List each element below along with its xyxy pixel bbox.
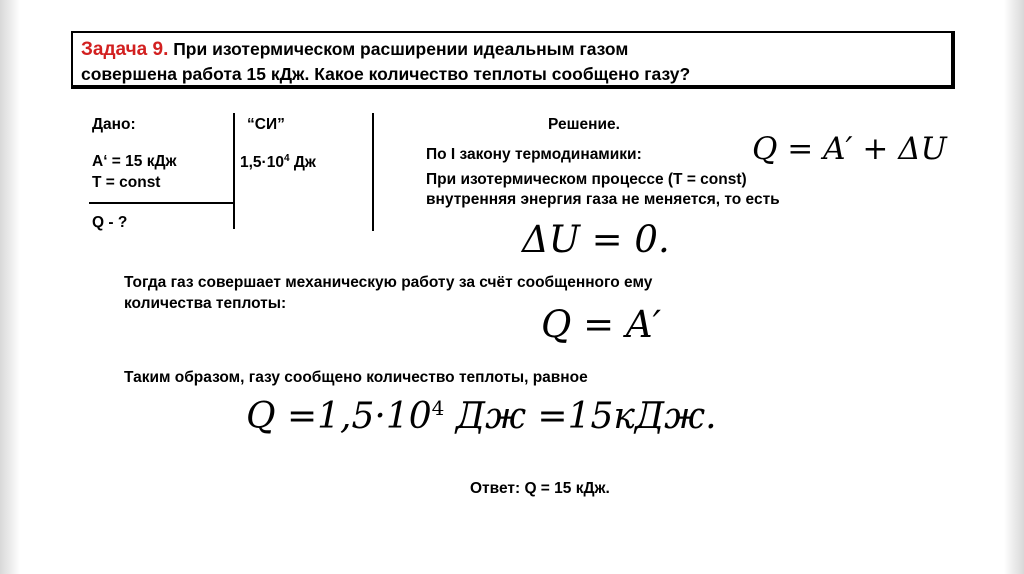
isothermal-text-line2: внутренняя энергия газа не меняется, то есть <box>426 191 780 208</box>
then-text-line1: Тогда газ совершает механическую работу за счёт сообщенного ему <box>124 274 653 291</box>
isothermal-text-line1: При изотермическом процессе (T = const) <box>426 171 747 188</box>
result-formula-left: Q =1,5·10 <box>246 396 432 437</box>
given-si-divider <box>233 113 235 229</box>
delta-u-formula: ΔU = 0. <box>522 218 670 261</box>
task-box <box>71 31 955 89</box>
task-text-line1: При изотермическом расширении идеальным газом <box>168 39 629 59</box>
result-formula-right: Дж =15кДж. <box>444 396 717 437</box>
find-quantity: Q - ? <box>92 214 128 231</box>
given-temperature: T = const <box>92 174 161 191</box>
task-text-line2: совершена работа 15 кДж. Какое количество теплоты сообщено газу? <box>81 64 691 84</box>
first-law-formula: Q = A′ + ΔU <box>752 131 947 167</box>
slide-right-edge <box>1004 0 1024 574</box>
si-value-unit: Дж <box>289 154 316 172</box>
thus-text: Таким образом, газу сообщено количество теплоты, равное <box>124 369 588 386</box>
slide-left-edge <box>0 0 20 574</box>
result-formula-exponent: 4 <box>431 396 445 420</box>
si-value-exponent: 4 <box>283 153 290 164</box>
si-value-base: 1,5·10 <box>240 154 284 172</box>
q-equals-a-formula: Q = A′ <box>541 303 661 346</box>
given-work: A‘ = 15 кДж <box>92 153 177 170</box>
then-text-line2: количества теплоты: <box>124 295 287 312</box>
first-law-text: По I закону термодинамики: <box>426 146 642 163</box>
task-statement <box>81 37 951 86</box>
task-label: Задача 9. <box>81 39 169 60</box>
given-heading: Дано: <box>92 116 136 133</box>
si-heading: “СИ” <box>247 116 285 133</box>
result-formula <box>246 396 717 437</box>
solution-divider <box>372 113 374 231</box>
solution-heading: Решение. <box>548 116 620 133</box>
answer-text: Ответ: Q = 15 кДж. <box>470 480 610 497</box>
si-value <box>240 153 316 172</box>
given-find-divider <box>89 202 234 204</box>
